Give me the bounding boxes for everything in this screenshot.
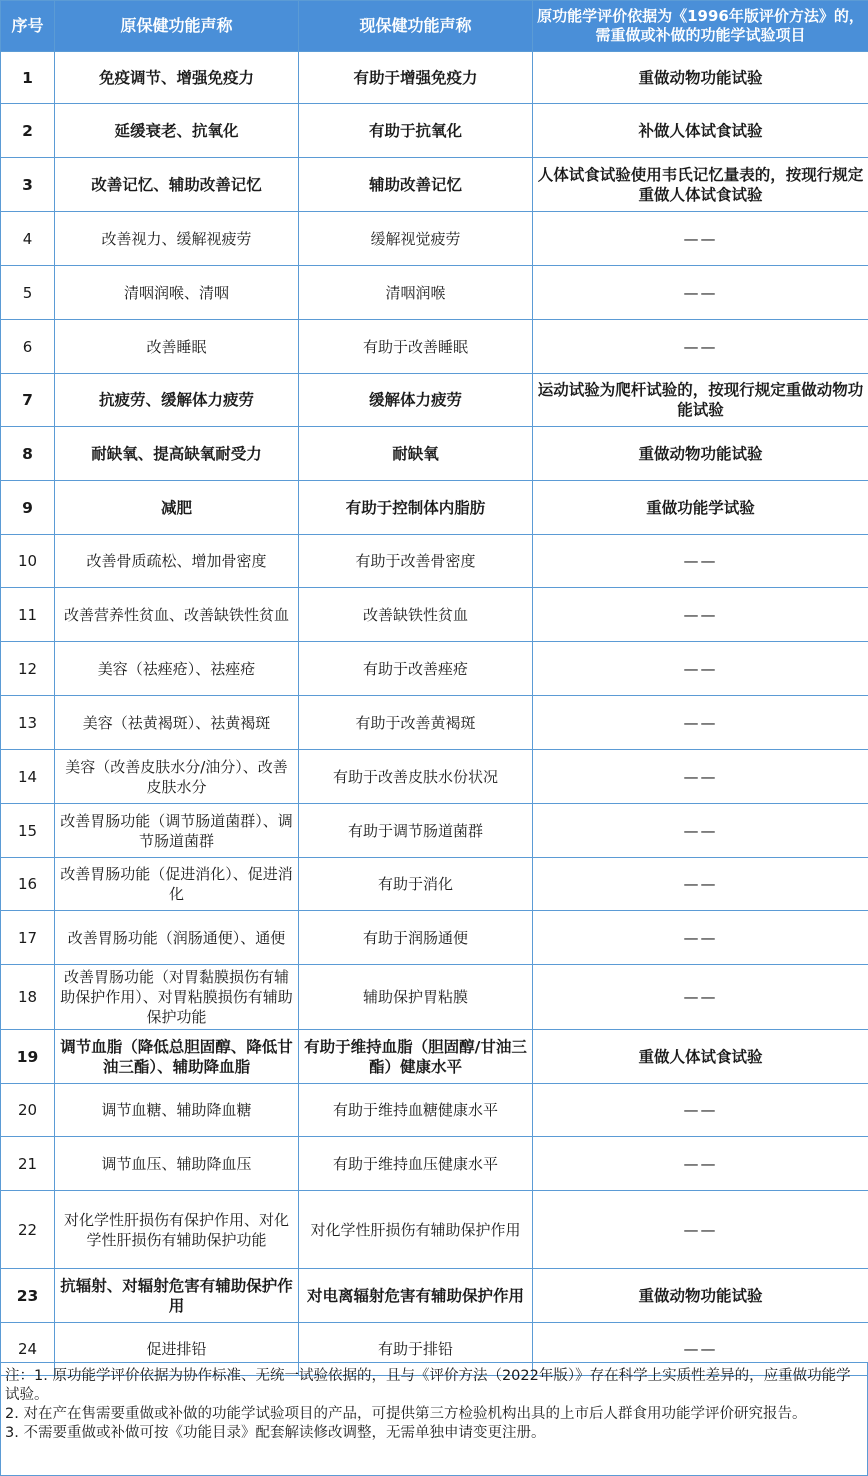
cell-current-claim: 有助于润肠通便 bbox=[299, 911, 533, 965]
footnotes bbox=[0, 1362, 868, 1476]
header-original-claim: 原保健功能声称 bbox=[55, 1, 299, 52]
cell-current-claim: 有助于改善痤疮 bbox=[299, 642, 533, 696]
cell-current-claim: 清咽润喉 bbox=[299, 266, 533, 320]
cell-serial-number: 17 bbox=[1, 911, 55, 965]
table-row bbox=[1, 374, 868, 427]
table-row bbox=[1, 427, 868, 481]
cell-current-claim: 有助于维持血压健康水平 bbox=[299, 1137, 533, 1191]
table-row bbox=[1, 1269, 868, 1323]
cell-current-claim: 辅助改善记忆 bbox=[299, 158, 533, 212]
table-row bbox=[1, 642, 868, 696]
cell-required-test: —— bbox=[533, 212, 868, 266]
cell-required-test: 人体试食试验使用韦氏记忆量表的，按现行规定重做人体试食试验 bbox=[533, 158, 868, 212]
cell-serial-number: 12 bbox=[1, 642, 55, 696]
cell-required-test: —— bbox=[533, 588, 868, 642]
table-row bbox=[1, 158, 868, 212]
cell-original-claim: 改善胃肠功能（促进消化）、促进消化 bbox=[55, 858, 299, 911]
cell-serial-number: 6 bbox=[1, 320, 55, 374]
cell-required-test: 运动试验为爬杆试验的，按现行规定重做动物功能试验 bbox=[533, 374, 868, 427]
table-row bbox=[1, 1030, 868, 1084]
table-row bbox=[1, 804, 868, 858]
cell-serial-number: 8 bbox=[1, 427, 55, 481]
cell-required-test: —— bbox=[533, 1084, 868, 1137]
cell-serial-number: 18 bbox=[1, 965, 55, 1030]
cell-current-claim: 有助于增强免疫力 bbox=[299, 52, 533, 104]
cell-current-claim: 耐缺氧 bbox=[299, 427, 533, 481]
table-row bbox=[1, 965, 868, 1030]
cell-serial-number: 16 bbox=[1, 858, 55, 911]
table-row bbox=[1, 320, 868, 374]
cell-original-claim: 改善营养性贫血、改善缺铁性贫血 bbox=[55, 588, 299, 642]
cell-original-claim: 改善胃肠功能（润肠通便）、通便 bbox=[55, 911, 299, 965]
cell-serial-number: 1 bbox=[1, 52, 55, 104]
cell-current-claim: 有助于维持血脂（胆固醇/甘油三酯）健康水平 bbox=[299, 1030, 533, 1084]
cell-original-claim: 减肥 bbox=[55, 481, 299, 535]
cell-required-test: —— bbox=[533, 1191, 868, 1269]
table-row bbox=[1, 1137, 868, 1191]
cell-required-test: —— bbox=[533, 696, 868, 750]
cell-required-test: 重做人体试食试验 bbox=[533, 1030, 868, 1084]
cell-current-claim: 有助于抗氧化 bbox=[299, 104, 533, 158]
header-serial-number: 序号 bbox=[1, 1, 55, 52]
cell-original-claim: 调节血脂（降低总胆固醇、降低甘油三酯）、辅助降血脂 bbox=[55, 1030, 299, 1084]
cell-required-test: —— bbox=[533, 320, 868, 374]
cell-required-test: —— bbox=[533, 911, 868, 965]
table-row bbox=[1, 52, 868, 104]
cell-current-claim: 有助于改善黄褐斑 bbox=[299, 696, 533, 750]
cell-serial-number: 13 bbox=[1, 696, 55, 750]
cell-original-claim: 美容（祛痤疮）、祛痤疮 bbox=[55, 642, 299, 696]
cell-required-test: —— bbox=[533, 1137, 868, 1191]
table-row bbox=[1, 696, 868, 750]
table-row bbox=[1, 535, 868, 588]
cell-original-claim: 改善胃肠功能（对胃黏膜损伤有辅助保护作用）、对胃粘膜损伤有辅助保护功能 bbox=[55, 965, 299, 1030]
cell-serial-number: 2 bbox=[1, 104, 55, 158]
table-row bbox=[1, 1191, 868, 1269]
table-row bbox=[1, 750, 868, 804]
cell-current-claim: 对化学性肝损伤有辅助保护作用 bbox=[299, 1191, 533, 1269]
header-required-tests: 原功能学评价依据为《1996年版评价方法》的，需重做或补做的功能学试验项目 bbox=[533, 1, 868, 52]
cell-serial-number: 4 bbox=[1, 212, 55, 266]
cell-required-test: —— bbox=[533, 266, 868, 320]
header-current-claim: 现保健功能声称 bbox=[299, 1, 533, 52]
cell-required-test: 重做动物功能试验 bbox=[533, 1269, 868, 1323]
cell-required-test: 重做动物功能试验 bbox=[533, 52, 868, 104]
table-row bbox=[1, 911, 868, 965]
footnote-3: 3. 不需要重做或补做可按《功能目录》配套解读修改调整，无需单独申请变更注册。 bbox=[5, 1425, 546, 1441]
cell-current-claim: 有助于消化 bbox=[299, 858, 533, 911]
cell-serial-number: 10 bbox=[1, 535, 55, 588]
cell-required-test: —— bbox=[533, 642, 868, 696]
cell-required-test: 重做动物功能试验 bbox=[533, 427, 868, 481]
cell-required-test: —— bbox=[533, 858, 868, 911]
cell-current-claim: 辅助保护胃粘膜 bbox=[299, 965, 533, 1030]
cell-original-claim: 促进排铅 bbox=[55, 1323, 299, 1376]
cell-original-claim: 美容（改善皮肤水分/油分）、改善皮肤水分 bbox=[55, 750, 299, 804]
cell-original-claim: 改善记忆、辅助改善记忆 bbox=[55, 158, 299, 212]
cell-required-test: 重做功能学试验 bbox=[533, 481, 868, 535]
cell-serial-number: 9 bbox=[1, 481, 55, 535]
footnote-1: 注：1. 原功能学评价依据为协作标准、无统一试验依据的，且与《评价方法（2022年版）》存在科学上实质性差异的，应重做功能学试验。 bbox=[5, 1368, 851, 1403]
cell-original-claim: 改善视力、缓解视疲劳 bbox=[55, 212, 299, 266]
cell-serial-number: 21 bbox=[1, 1137, 55, 1191]
cell-original-claim: 抗辐射、对辐射危害有辅助保护作用 bbox=[55, 1269, 299, 1323]
cell-current-claim: 缓解视觉疲劳 bbox=[299, 212, 533, 266]
cell-serial-number: 15 bbox=[1, 804, 55, 858]
table-row bbox=[1, 481, 868, 535]
cell-original-claim: 免疫调节、增强免疫力 bbox=[55, 52, 299, 104]
cell-current-claim: 缓解体力疲劳 bbox=[299, 374, 533, 427]
cell-current-claim: 有助于调节肠道菌群 bbox=[299, 804, 533, 858]
cell-serial-number: 11 bbox=[1, 588, 55, 642]
table-header-row bbox=[1, 1, 868, 52]
table-row bbox=[1, 104, 868, 158]
cell-serial-number: 3 bbox=[1, 158, 55, 212]
table-row bbox=[1, 588, 868, 642]
cell-original-claim: 对化学性肝损伤有保护作用、对化学性肝损伤有辅助保护功能 bbox=[55, 1191, 299, 1269]
cell-original-claim: 调节血糖、辅助降血糖 bbox=[55, 1084, 299, 1137]
cell-required-test: —— bbox=[533, 804, 868, 858]
cell-current-claim: 有助于维持血糖健康水平 bbox=[299, 1084, 533, 1137]
cell-current-claim: 对电离辐射危害有辅助保护作用 bbox=[299, 1269, 533, 1323]
cell-original-claim: 改善骨质疏松、增加骨密度 bbox=[55, 535, 299, 588]
cell-required-test: —— bbox=[533, 1323, 868, 1376]
table-body bbox=[1, 52, 868, 1376]
cell-serial-number: 23 bbox=[1, 1269, 55, 1323]
cell-serial-number: 24 bbox=[1, 1323, 55, 1376]
cell-original-claim: 清咽润喉、清咽 bbox=[55, 266, 299, 320]
cell-current-claim: 有助于排铅 bbox=[299, 1323, 533, 1376]
cell-required-test: —— bbox=[533, 750, 868, 804]
cell-current-claim: 有助于控制体内脂肪 bbox=[299, 481, 533, 535]
cell-original-claim: 改善胃肠功能（调节肠道菌群）、调节肠道菌群 bbox=[55, 804, 299, 858]
cell-original-claim: 耐缺氧、提高缺氧耐受力 bbox=[55, 427, 299, 481]
cell-serial-number: 20 bbox=[1, 1084, 55, 1137]
cell-required-test: —— bbox=[533, 965, 868, 1030]
cell-original-claim: 改善睡眠 bbox=[55, 320, 299, 374]
footnote-2: 2. 对在产在售需要重做或补做的功能学试验项目的产品，可提供第三方检验机构出具的上市后人群食用功能学评价研究报告。 bbox=[5, 1406, 807, 1422]
cell-required-test: 补做人体试食试验 bbox=[533, 104, 868, 158]
cell-original-claim: 抗疲劳、缓解体力疲劳 bbox=[55, 374, 299, 427]
cell-original-claim: 美容（祛黄褐斑）、祛黄褐斑 bbox=[55, 696, 299, 750]
cell-required-test: —— bbox=[533, 535, 868, 588]
cell-current-claim: 有助于改善睡眠 bbox=[299, 320, 533, 374]
cell-serial-number: 7 bbox=[1, 374, 55, 427]
cell-current-claim: 有助于改善骨密度 bbox=[299, 535, 533, 588]
table-row bbox=[1, 212, 868, 266]
cell-current-claim: 改善缺铁性贫血 bbox=[299, 588, 533, 642]
cell-original-claim: 调节血压、辅助降血压 bbox=[55, 1137, 299, 1191]
table-row bbox=[1, 858, 868, 911]
cell-current-claim: 有助于改善皮肤水份状况 bbox=[299, 750, 533, 804]
cell-serial-number: 19 bbox=[1, 1030, 55, 1084]
cell-serial-number: 5 bbox=[1, 266, 55, 320]
cell-original-claim: 延缓衰老、抗氧化 bbox=[55, 104, 299, 158]
cell-serial-number: 22 bbox=[1, 1191, 55, 1269]
table-row bbox=[1, 1084, 868, 1137]
cell-serial-number: 14 bbox=[1, 750, 55, 804]
table-row bbox=[1, 266, 868, 320]
